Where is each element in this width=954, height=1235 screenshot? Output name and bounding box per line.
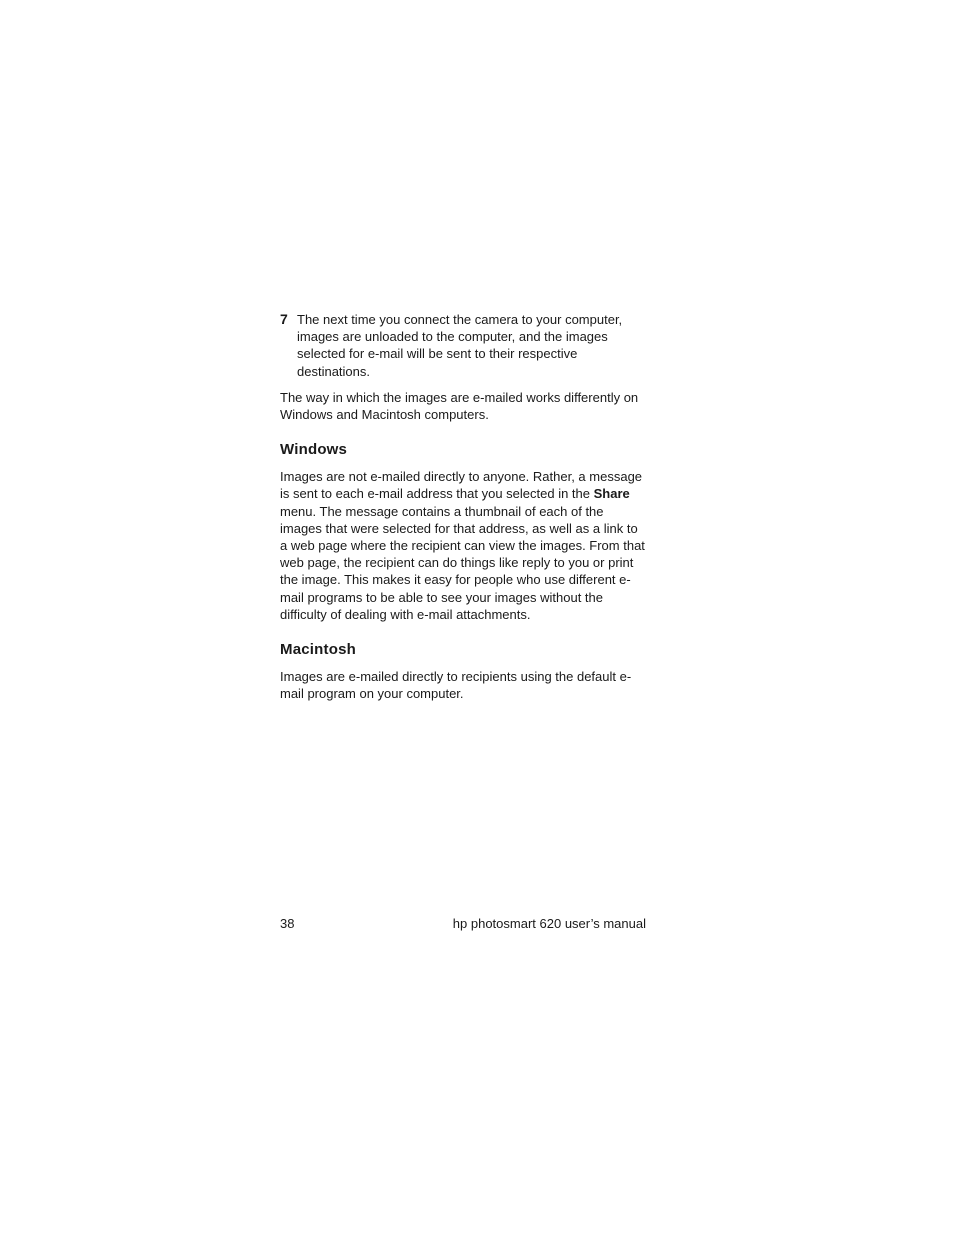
intro-paragraph: The way in which the images are e-mailed works differently on Windows and Macintosh computers. [280,389,639,423]
windows-text-before: Images are not e-mailed directly to anyone. Rather, a message is sent to each e-mail address that you selected in the [280,469,643,502]
step-number: 7 [280,311,288,327]
share-menu-term: Share [593,486,630,502]
page-number: 38 [280,916,295,931]
page-content [280,311,646,711]
windows-heading: Windows [280,441,348,459]
macintosh-heading: Macintosh [280,641,356,659]
manual-title: hp photosmart 620 user’s manual [452,916,646,931]
step-text: The next time you connect the camera to your computer, images are unloaded to the computer, and the images selected for e-mail will be sent to their respective destinations. [297,312,623,379]
windows-text-after: menu. The message contains a thumbnail of each of the images that were selected for that address, as well as a link to a web page where the recipient can view the images. From that web page, the recipient can do things like reply to you or print the image. This makes it easy for people who use different e-mail programs to be able to see your images without the difficulty of dealing with e-mail attachments. [280,503,645,622]
step-item [280,311,646,380]
page-footer [280,915,646,932]
macintosh-paragraph: Images are e-mailed directly to recipients using the default e-mail program on your computer. [280,669,632,702]
windows-paragraph [280,468,646,623]
